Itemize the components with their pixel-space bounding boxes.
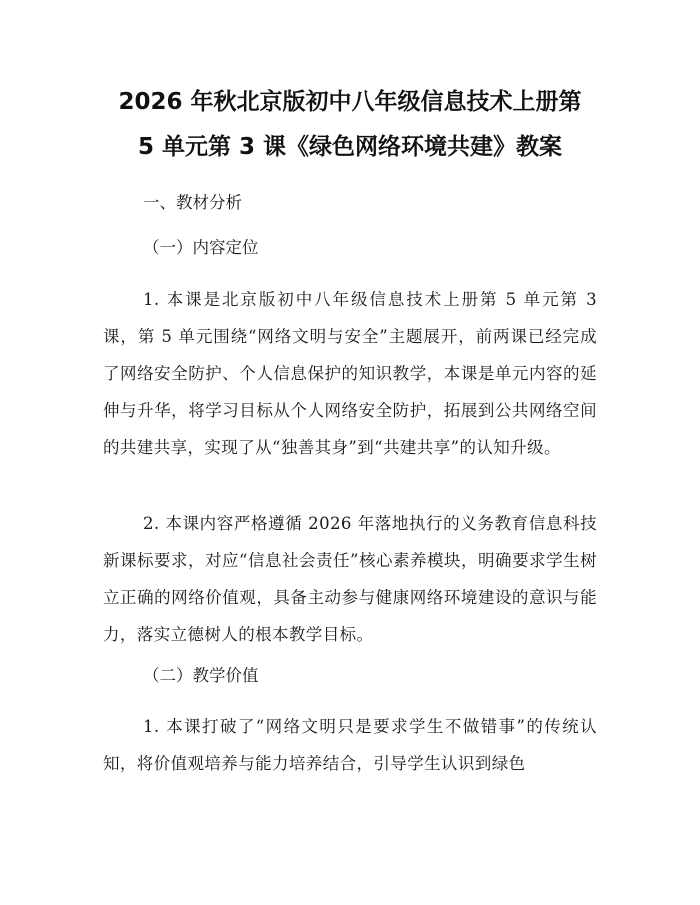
section-heading-textbook-analysis: 一、教材分析	[143, 193, 242, 212]
subsection-heading-content-positioning: （一）内容定位	[143, 238, 259, 257]
paragraph-teaching-value: 1. 本课打破了“网络文明只是要求学生不做错事”的传统认知，将价值观培养与能力培养结合，引导学生认识到绿色	[103, 717, 597, 773]
document-title-line-2: 5 单元第 3 课《绿色网络环境共建》教案	[137, 134, 563, 160]
paragraph-curriculum-standard: 2. 本课内容严格遵循 2026 年落地执行的义务教育信息科技新课标要求，对应“信息社会责任”核心素养模块，明确要求学生树立正确的网络价值观，具备主动参与健康网络环境建设的意识与能力，落实立德树人的根本教学目标。	[103, 514, 597, 644]
document-title-line-1: 2026 年秋北京版初中八年级信息技术上册第	[118, 89, 582, 115]
subsection-heading-teaching-value: （二）教学价值	[143, 666, 259, 685]
paragraph-lesson-position: 1. 本课是北京版初中八年级信息技术上册第 5 单元第 3 课，第 5 单元围绕“网络文明与安全”主题展开，前两课已经完成了网络安全防护、个人信息保护的知识教学，本课是单元内容的延伸与升华，将学习目标从个人网络安全防护，拓展到公共网络空间的共建共享，实现了从“独善其身”到“共建共享”的认知升级。	[103, 290, 597, 457]
